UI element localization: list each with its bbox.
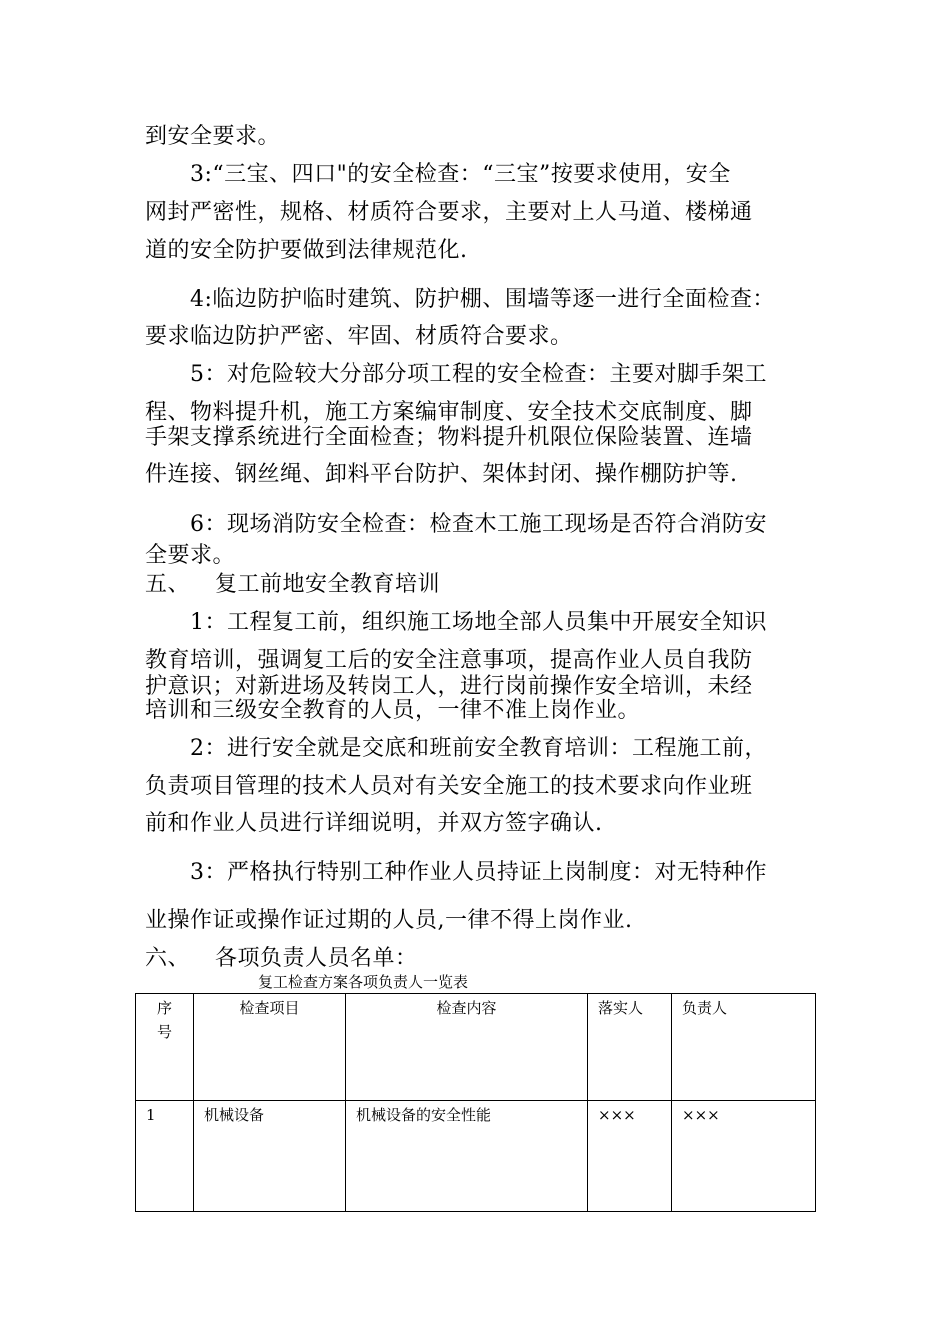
paragraph-line: 手架支撑系统进行全面检查；物料提升机限位保险装置、连墙 [145, 425, 753, 450]
paragraph-line: 到安全要求。 [145, 124, 281, 149]
paragraph-line: 教育培训，强调复工后的安全注意事项，提高作业人员自我防 [145, 648, 753, 673]
paragraph-line: 负责项目管理的技术人员对有关安全施工的技术要求向作业班 [145, 774, 753, 799]
paragraph-line: 1：工程复工前，组织施工场地全部人员集中开展安全知识 [190, 610, 767, 635]
section-heading-6 [145, 945, 418, 973]
cell-content: 机械设备的安全性能 [346, 1101, 588, 1212]
paragraph-line: 程、物料提升机，施工方案编审制度、安全技术交底制度、脚 [145, 400, 753, 425]
table-row [136, 1101, 816, 1212]
section-title: 复工前地安全教育培训 [215, 572, 441, 597]
cell-implementer: ××× [588, 1101, 672, 1212]
paragraph-line: 培训和三级安全教育的人员，一律不准上岗作业。 [145, 698, 641, 723]
header-no [136, 994, 194, 1101]
paragraph-line: 5：对危险较大分部分项工程的安全检查：主要对脚手架工 [190, 362, 767, 387]
paragraph-line: 2：进行安全就是交底和班前安全教育培训：工程施工前， [190, 736, 767, 761]
header-item: 检查项目 [194, 994, 346, 1101]
paragraph-line: 网封严密性，规格、材质符合要求，主要对上人马道、楼梯通 [145, 200, 753, 225]
paragraph-line: 要求临边防护严密、牢固、材质符合要求。 [145, 324, 573, 349]
cell-item: 机械设备 [194, 1101, 346, 1212]
section-heading-5 [145, 571, 440, 599]
section-title: 各项负责人员名单： [215, 946, 418, 971]
header-content: 检查内容 [346, 994, 588, 1101]
cell-no: 1 [136, 1101, 194, 1212]
paragraph-line: 4:临边防护临时建筑、防护棚、围墙等逐一进行全面检查： [190, 287, 775, 312]
responsibility-table [135, 993, 816, 1212]
paragraph-line: 全要求。 [145, 543, 236, 568]
header-implementer: 落实人 [588, 994, 672, 1101]
paragraph-line: 前和作业人员进行详细说明，并双方签字确认. [145, 811, 603, 836]
paragraph-line: 6：现场消防安全检查：检查木工施工现场是否符合消防安 [190, 512, 767, 537]
table-header-row [136, 994, 816, 1101]
paragraph-line: 3:“三宝、四口"的安全检查：“三宝”按要求使用，安全 [190, 162, 731, 187]
paragraph-line: 护意识；对新进场及转岗工人，进行岗前操作安全培训，未经 [145, 674, 753, 699]
paragraph-line: 件连接、钢丝绳、卸料平台防护、架体封闭、操作棚防护等. [145, 462, 738, 487]
cell-responsible: ××× [672, 1101, 816, 1212]
header-responsible: 负责人 [672, 994, 816, 1101]
paragraph-line: 道的安全防护要做到法律规范化. [145, 238, 468, 263]
header-no-label: 序号 [157, 999, 173, 1041]
paragraph-line: 业操作证或操作证过期的人员,一律不得上岗作业. [145, 908, 633, 933]
section-number: 五、 [145, 572, 191, 597]
paragraph-line: 3：严格执行特别工种作业人员持证上岗制度：对无特种作 [190, 860, 767, 885]
table-caption: 复工检查方案各项负责人一览表 [258, 973, 469, 991]
section-number: 六、 [145, 946, 191, 971]
